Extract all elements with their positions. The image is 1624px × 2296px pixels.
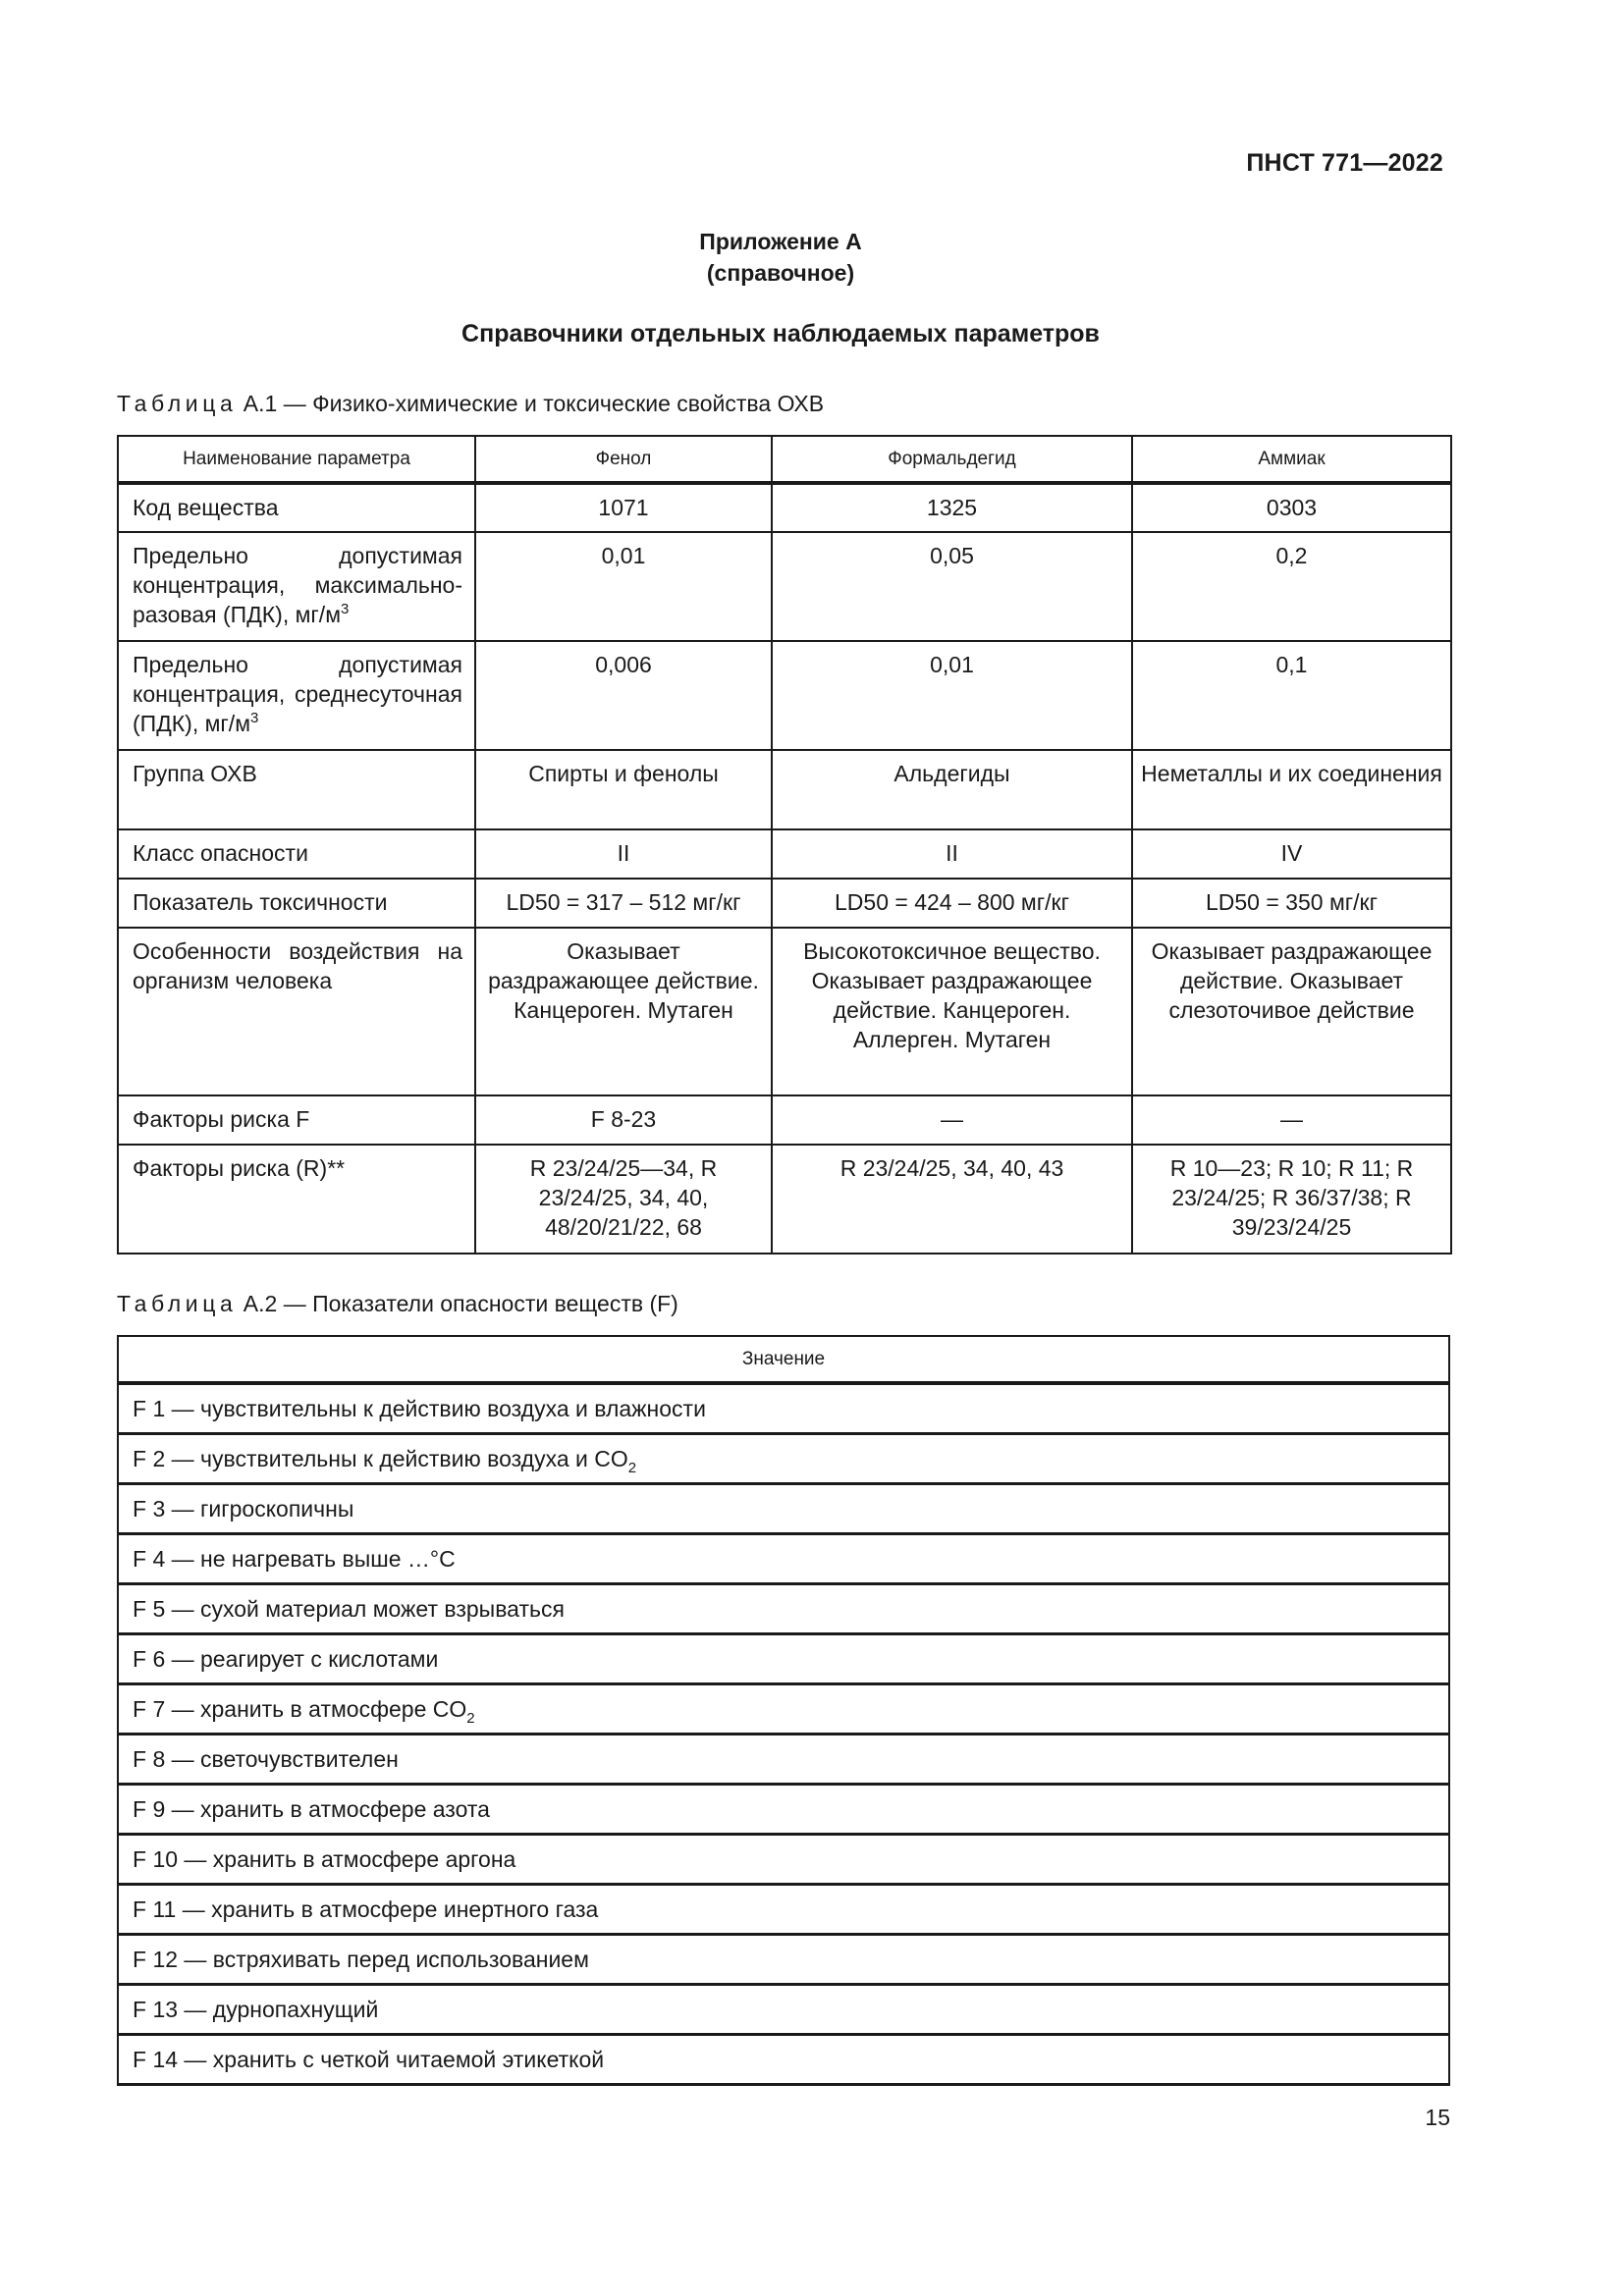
section-title: Справочники отдельных наблюдаемых параметров: [461, 320, 1100, 347]
cell-ammonia: IV: [1132, 829, 1451, 879]
header-phenol: Фенол: [475, 436, 772, 483]
table-row: [118, 1383, 1449, 1434]
table-row: [118, 1584, 1449, 1634]
hazard-item: F 6 — реагирует с кислотами: [118, 1634, 1449, 1684]
hazard-item: F 4 — не нагревать выше …°С: [118, 1534, 1449, 1584]
hazard-item: F 5 — сухой материал может взрываться: [118, 1584, 1449, 1634]
properties-table: [117, 435, 1452, 1255]
page-number: 15: [1425, 2105, 1450, 2130]
table1-caption-text: А.1 — Физико-химические и токсические свойства ОХВ: [243, 391, 825, 416]
hazard-item: F 14 — хранить с четкой читаемой этикеткой: [118, 2035, 1449, 2085]
table-row: [118, 1684, 1449, 1735]
cell-phenol: LD50 = 317 – 512 мг/кг: [475, 879, 772, 928]
hazard-item: [118, 1434, 1449, 1484]
cell-ammonia: LD50 = 350 мг/кг: [1132, 879, 1451, 928]
table-header-row: [118, 436, 1451, 483]
cell-label: Факторы риска F: [118, 1095, 475, 1145]
row-group: [118, 750, 1451, 829]
subscript: 2: [466, 1710, 475, 1727]
row-risk-f: [118, 1095, 1451, 1145]
cell-ammonia: —: [1132, 1095, 1451, 1145]
cell-phenol: R 23/24/25—34, R 23/24/25, 34, 40, 48/20/21/22, 68: [475, 1145, 772, 1254]
label-text: Предельно допустимая концентрация, среднесуточная (ПДК), мг/м: [133, 652, 462, 736]
row-hazard-class: [118, 829, 1451, 879]
row-effects: [118, 928, 1451, 1095]
table-row: [118, 1484, 1449, 1534]
table2-caption-text: А.2 — Показатели опасности веществ (F): [243, 1291, 678, 1316]
cell-formaldehyde: LD50 = 424 – 800 мг/кг: [772, 879, 1132, 928]
cell-phenol: 0,006: [475, 641, 772, 750]
hazard-item: F 1 — чувствительны к действию воздуха и влажности: [118, 1383, 1449, 1434]
cell-formaldehyde: R 23/24/25, 34, 40, 43: [772, 1145, 1132, 1254]
document-code: ПНСТ 771—2022: [1246, 149, 1443, 177]
table-row: [118, 1885, 1449, 1935]
header-parameter: Наименование параметра: [118, 436, 475, 483]
cell-formaldehyde: 1325: [772, 483, 1132, 532]
cell-formaldehyde: 0,01: [772, 641, 1132, 750]
cell-phenol: Оказывает раздражающее действие. Канцероген. Мутаген: [475, 928, 772, 1095]
cell-formaldehyde: II: [772, 829, 1132, 879]
cell-ammonia: 0303: [1132, 483, 1451, 532]
hazard-item: F 12 — встряхивать перед использованием: [118, 1935, 1449, 1985]
unit-superscript: 3: [250, 710, 259, 726]
subscript: 2: [627, 1460, 637, 1476]
hazard-item-text: F 7 — хранить в атмосфере CO: [133, 1696, 467, 1722]
table-row: [118, 1634, 1449, 1684]
cell-phenol: 0,01: [475, 532, 772, 641]
cell-formaldehyde: Альдегиды: [772, 750, 1132, 829]
hazard-item: F 10 — хранить в атмосфере аргона: [118, 1835, 1449, 1885]
cell-ammonia: 0,1: [1132, 641, 1451, 750]
cell-label: [118, 532, 475, 641]
hazard-item: F 11 — хранить в атмосфере инертного газа: [118, 1885, 1449, 1935]
cell-ammonia: R 10—23; R 10; R 11; R 23/24/25; R 36/37/38; R 39/23/24/25: [1132, 1145, 1451, 1254]
cell-formaldehyde: —: [772, 1095, 1132, 1145]
table-row: [118, 1534, 1449, 1584]
hazard-item: F 9 — хранить в атмосфере азота: [118, 1785, 1449, 1835]
header-value: Значение: [118, 1336, 1449, 1383]
cell-phenol: Спирты и фенолы: [475, 750, 772, 829]
cell-formaldehyde: 0,05: [772, 532, 1132, 641]
table-row: [118, 1985, 1449, 2035]
cell-label: Код вещества: [118, 483, 475, 532]
table2-caption-prefix: Таблица: [117, 1291, 238, 1316]
annex-subtitle: (справочное): [706, 260, 855, 286]
table-row: [118, 1735, 1449, 1785]
cell-phenol: II: [475, 829, 772, 879]
cell-ammonia: Оказывает раздражающее действие. Оказывает слезоточивое действие: [1132, 928, 1451, 1095]
hazard-item-text: F 2 — чувствительны к действию воздуха и CO: [133, 1446, 628, 1471]
hazard-item: F 13 — дурнопахнущий: [118, 1985, 1449, 2035]
table-header-row: [118, 1336, 1449, 1383]
row-pdk-max: [118, 532, 1451, 641]
table2-caption: [117, 1291, 678, 1317]
table1-caption-prefix: Таблица: [117, 391, 238, 416]
cell-label: Показатель токсичности: [118, 879, 475, 928]
cell-ammonia: 0,2: [1132, 532, 1451, 641]
annex-title: Приложение А: [699, 229, 862, 254]
hazard-item: F 3 — гигроскопичны: [118, 1484, 1449, 1534]
hazard-indicators-table: [117, 1335, 1450, 2086]
cell-phenol: 1071: [475, 483, 772, 532]
row-risk-r: [118, 1145, 1451, 1254]
header-ammonia: Аммиак: [1132, 436, 1451, 483]
header-formaldehyde: Формальдегид: [772, 436, 1132, 483]
label-text: Предельно допустимая концентрация, максимально-разовая (ПДК), мг/м: [133, 543, 462, 627]
cell-label: [118, 641, 475, 750]
table-row: [118, 1835, 1449, 1885]
cell-formaldehyde: Высокотоксичное вещество. Оказывает раздражающее действие. Канцероген. Аллерген. Мутаген: [772, 928, 1132, 1095]
table1-caption: [117, 391, 824, 417]
cell-phenol: F 8-23: [475, 1095, 772, 1145]
table-row: [118, 2035, 1449, 2085]
row-substance-code: [118, 483, 1451, 532]
hazard-item: F 8 — светочувствителен: [118, 1735, 1449, 1785]
annex-heading: [0, 226, 1561, 289]
cell-label: Особенности воздействия на организм человека: [118, 928, 475, 1095]
cell-label: Класс опасности: [118, 829, 475, 879]
cell-label: Факторы риска (R)**: [118, 1145, 475, 1254]
table-row: [118, 1935, 1449, 1985]
hazard-item: [118, 1684, 1449, 1735]
row-pdk-avg: [118, 641, 1451, 750]
cell-ammonia: Неметаллы и их соединения: [1132, 750, 1451, 829]
cell-label: Группа ОХВ: [118, 750, 475, 829]
table-row: [118, 1434, 1449, 1484]
row-toxicity: [118, 879, 1451, 928]
unit-superscript: 3: [341, 601, 350, 617]
table-row: [118, 1785, 1449, 1835]
